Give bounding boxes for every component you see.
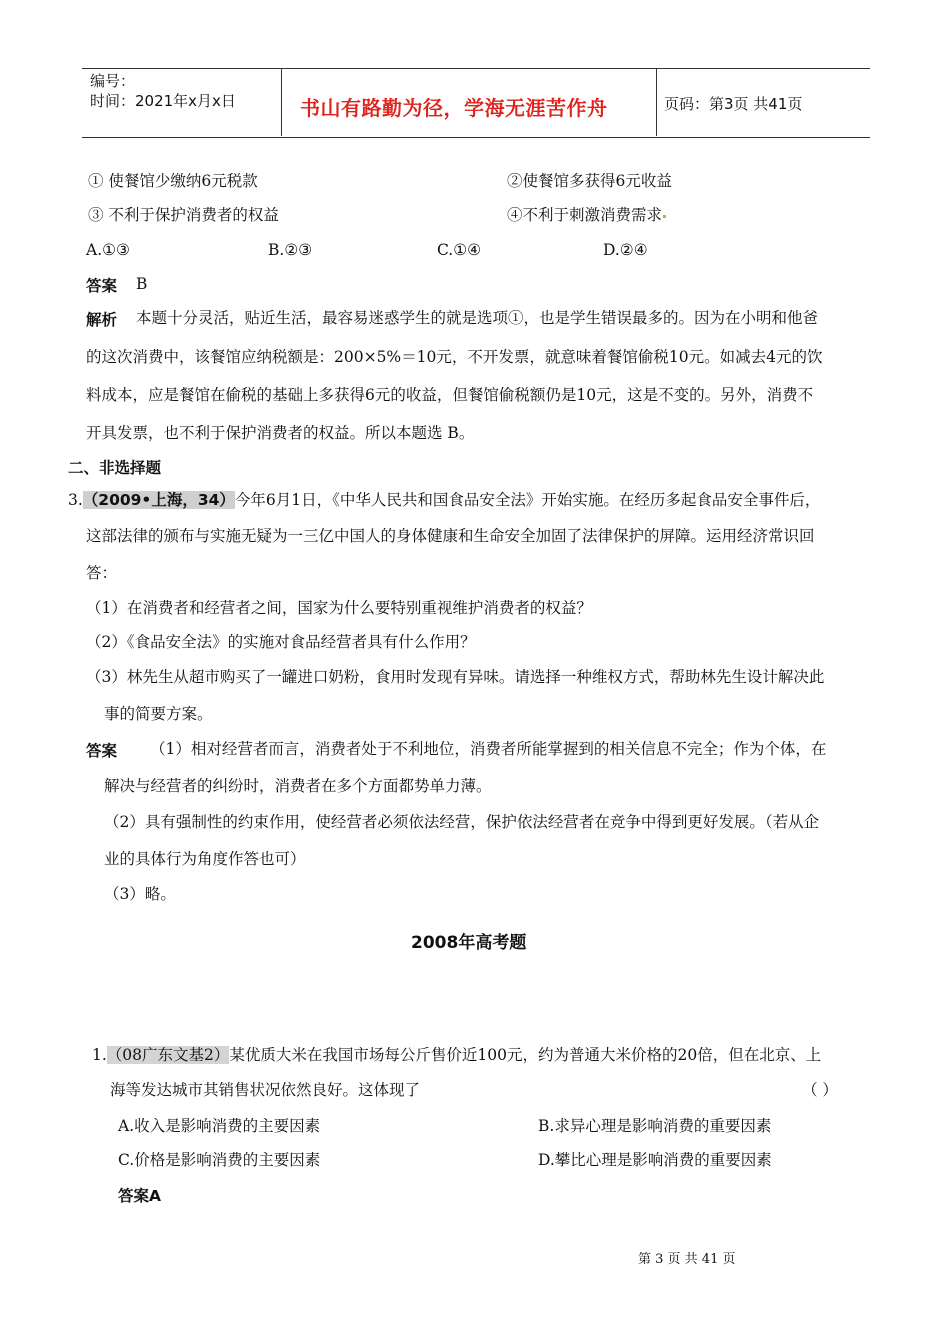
answer: 答案A [118, 1187, 161, 1205]
option-d: D.攀比心理是影响消费的重要因素 [538, 1151, 772, 1169]
sub-question-3: （3）林先生从超市购买了一罐进口奶粉，食用时发现有异味。请选择一种维权方式，帮助林先生设计解决此 [86, 668, 825, 686]
header-page-code: 页码：第3页 共41页 [664, 95, 803, 113]
choice-a: A.①③ [86, 241, 130, 259]
answer-label: 答案 [86, 277, 118, 295]
page-footer: 第 3 页 共 41 页 [638, 1252, 736, 1267]
answer-value: B [136, 275, 148, 293]
analysis-line: 本题十分灵活，贴近生活，最容易迷惑学生的就是选项①，也是学生错误最多的。因为在小明和他爸 [136, 309, 819, 327]
sub-question-2: （2）《食品安全法》的实施对食品经营者具有什么作用？ [86, 633, 476, 651]
document-number-label: 编号： [90, 72, 136, 90]
question-3-line: 这部法律的颁布与实施无疑为一三亿中国人的身体健康和生命安全加固了法律保护的屏障。运用经济常识回 [86, 527, 815, 545]
option-3: ③ 不利于保护消费者的权益 [88, 206, 279, 224]
sub-question-1: （1）在消费者和经营者之间，国家为什么要特别重视维护消费者的权益？ [86, 599, 592, 617]
option-2: ②使餐馆多获得6元收益 [507, 172, 672, 190]
choice-b: B.②③ [268, 241, 313, 259]
option-a: A.收入是影响消费的主要因素 [118, 1117, 321, 1135]
option-b: B.求异心理是影响消费的重要因素 [538, 1117, 772, 1135]
analysis-line: 料成本，应是餐馆在偷税的基础上多获得6元的收益，但餐馆偷税额仍是10元，这是不变的。另外，消费不 [86, 386, 814, 404]
section-heading-2008: 2008年高考题 [411, 933, 527, 953]
analysis-line: 开具发票，也不利于保护消费者的权益。所以本题选 B。 [86, 424, 475, 442]
option-1: ① 使餐馆少缴纳6元税款 [88, 172, 258, 190]
answer-line: （2）具有强制性的约束作用，使经营者必须依法经营，保护依法经营者在竞争中得到更好发展。（若从企 [104, 813, 820, 831]
option-c: C.价格是影响消费的主要因素 [118, 1151, 321, 1169]
analysis-line: 的这次消费中，该餐馆应纳税额是：200×5%＝10元，不开发票，就意味着餐馆偷税10元。如减去4元的饮 [86, 348, 823, 366]
document-date: 时间：2021年x月x日 [90, 92, 236, 110]
question-source: （2009•上海，34） [82, 491, 235, 509]
question-3-line: 答： [86, 564, 118, 582]
analysis-label: 解析 [86, 311, 118, 329]
header-divider [281, 68, 282, 136]
mark-dot [663, 215, 666, 218]
question-source: （08广东文基2） [106, 1046, 230, 1064]
option-4: ④不利于刺激消费需求 [507, 205, 666, 225]
section-title: 二、非选择题 [68, 459, 162, 477]
answer-line: 解决与经营者的纠纷时，消费者在多个方面都势单力薄。 [104, 777, 492, 795]
question-1-line: 海等发达城市其销售状况依然良好。这体现了 [110, 1081, 421, 1099]
choice-d: D.②④ [603, 241, 648, 259]
sub-question-3-line: 事的简要方案。 [104, 705, 213, 723]
answer-line: （3）略。 [104, 885, 176, 903]
header-divider [656, 68, 657, 136]
choice-c: C.①④ [437, 241, 482, 259]
question-1: 1.（08广东文基2）某优质大米在我国市场每公斤售价近100元，约为普通大米价格的20倍，但在北京、上 [92, 1046, 822, 1064]
answer-line: （1）相对经营者而言，消费者处于不利地位，消费者所能掌握到的相关信息不完全；作为个体，在 [150, 740, 827, 758]
answer-blank: （ ） [802, 1081, 838, 1099]
answer-label: 答案 [86, 742, 118, 760]
header-motto: 书山有路勤为径，学海无涯苦作舟 [300, 96, 608, 120]
question-3: 3.（2009•上海，34）今年6月1日，《中华人民共和国食品安全法》开始实施。在经历多起食品安全事件后， [68, 491, 821, 509]
answer-line: 业的具体行为角度作答也可） [104, 850, 306, 868]
